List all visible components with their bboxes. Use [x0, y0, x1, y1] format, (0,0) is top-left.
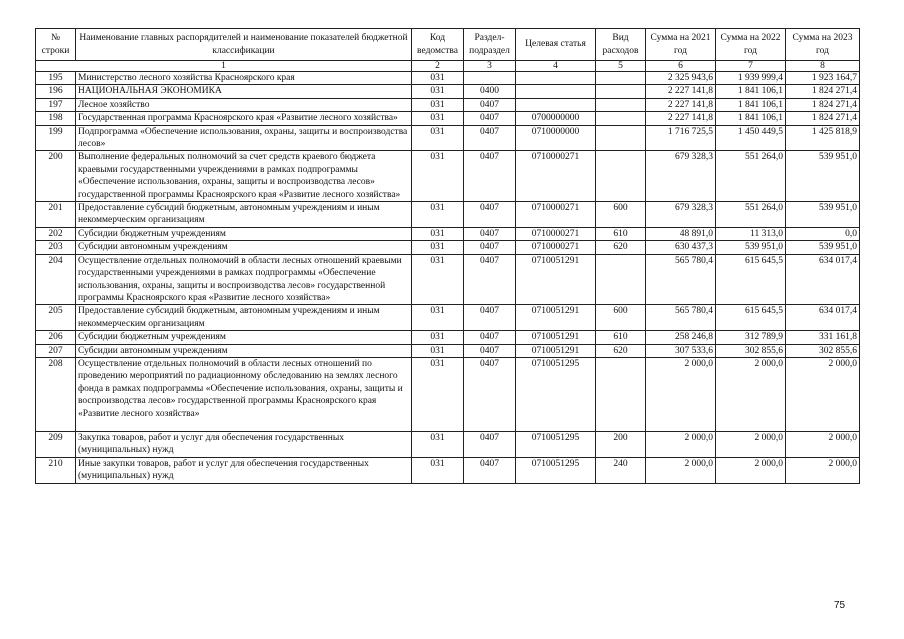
table-row: [36, 357, 860, 431]
row-number: 195: [36, 72, 76, 85]
dept-code: 031: [412, 357, 464, 431]
row-name: Осуществление отдельных полномочий в области лесных отношений по проведению мероприятий по радиационному обследованию на землях лесного фонда в рамках подпрограммы «Обеспечение использования, охраны, защиты и воспроизводства лесов» государственной программы Красноярского края «Развитие лесного хозяйства»: [76, 357, 412, 431]
expense-type: 600: [596, 305, 646, 331]
target-item: 0710051291: [516, 331, 596, 344]
sum-2022: 2 000,0: [716, 357, 786, 431]
target-item: 0710051295: [516, 457, 596, 483]
dept-code: 031: [412, 98, 464, 111]
sum-2022: 11 313,0: [716, 227, 786, 240]
row-name: НАЦИОНАЛЬНАЯ ЭКОНОМИКА: [76, 85, 412, 98]
row-number: 196: [36, 85, 76, 98]
section-code: 0407: [464, 227, 516, 240]
dept-code: 031: [412, 112, 464, 125]
sum-2022: 312 789,9: [716, 331, 786, 344]
dept-code: 031: [412, 331, 464, 344]
expense-type: [596, 254, 646, 305]
section-code: 0407: [464, 98, 516, 111]
row-name: Министерство лесного хозяйства Красноярского края: [76, 72, 412, 85]
table-row: [36, 98, 860, 111]
dept-code: 031: [412, 344, 464, 357]
expense-type: 240: [596, 457, 646, 483]
dept-code: 031: [412, 227, 464, 240]
row-number: 203: [36, 241, 76, 254]
expense-type: [596, 72, 646, 85]
row-name: Субсидии бюджетным учреждениям: [76, 331, 412, 344]
column-number: 8: [786, 61, 860, 72]
column-number: 7: [716, 61, 786, 72]
section-code: 0407: [464, 357, 516, 431]
row-name: Закупка товаров, работ и услуг для обеспечения государственных (муниципальных) нужд: [76, 431, 412, 457]
column-number: 4: [516, 61, 596, 72]
sum-2022: 551 264,0: [716, 151, 786, 202]
target-item: 0710000271: [516, 227, 596, 240]
sum-2021: 258 246,8: [646, 331, 716, 344]
dept-code: 031: [412, 151, 464, 202]
table-row: [36, 125, 860, 151]
row-name: Лесное хозяйство: [76, 98, 412, 111]
row-number: 199: [36, 125, 76, 151]
row-number: 200: [36, 151, 76, 202]
expense-type: [596, 112, 646, 125]
sum-2021: 2 000,0: [646, 431, 716, 457]
target-item: [516, 85, 596, 98]
target-item: [516, 98, 596, 111]
sum-2022: 1 939 999,4: [716, 72, 786, 85]
row-number: 210: [36, 457, 76, 483]
section-code: 0407: [464, 151, 516, 202]
row-number: 204: [36, 254, 76, 305]
sum-2023: 0,0: [786, 227, 860, 240]
section-code: [464, 72, 516, 85]
section-code: 0400: [464, 85, 516, 98]
target-item: [516, 72, 596, 85]
row-number: 209: [36, 431, 76, 457]
dept-code: 031: [412, 241, 464, 254]
table-row: [36, 241, 860, 254]
target-item: 0710000271: [516, 241, 596, 254]
section-code: 0407: [464, 125, 516, 151]
row-name: Предоставление субсидий бюджетным, автономным учреждениям и иным некоммерческим организациям: [76, 305, 412, 331]
table-row: [36, 431, 860, 457]
header-row: [36, 29, 860, 61]
table-row: [36, 331, 860, 344]
header-target-item: Целевая статья: [516, 29, 596, 61]
target-item: 0710000271: [516, 151, 596, 202]
row-number: 208: [36, 357, 76, 431]
dept-code: 031: [412, 254, 464, 305]
header-sum-2022: Сумма на 2022 год: [716, 29, 786, 61]
section-code: 0407: [464, 457, 516, 483]
row-number: 197: [36, 98, 76, 111]
sum-2021: 307 533,6: [646, 344, 716, 357]
expense-type: [596, 98, 646, 111]
sum-2021: 565 780,4: [646, 254, 716, 305]
sum-2021: 679 328,3: [646, 202, 716, 228]
expense-type: 200: [596, 431, 646, 457]
sum-2023: 2 000,0: [786, 431, 860, 457]
sum-2023: 331 161,8: [786, 331, 860, 344]
sum-2022: 2 000,0: [716, 431, 786, 457]
page-number: 75: [834, 600, 846, 611]
sum-2023: 539 951,0: [786, 151, 860, 202]
header-row-number: № строки: [36, 29, 76, 61]
sum-2022: 302 855,6: [716, 344, 786, 357]
sum-2021: 2 227 141,8: [646, 112, 716, 125]
target-item: 0710051295: [516, 357, 596, 431]
sum-2023: 1 824 271,4: [786, 112, 860, 125]
table-row: [36, 202, 860, 228]
section-code: 0407: [464, 112, 516, 125]
sum-2021: 679 328,3: [646, 151, 716, 202]
dept-code: 031: [412, 125, 464, 151]
table-row: [36, 457, 860, 483]
row-number: 205: [36, 305, 76, 331]
table-row: [36, 72, 860, 85]
row-number: 207: [36, 344, 76, 357]
table-row: [36, 151, 860, 202]
row-number: 202: [36, 227, 76, 240]
sum-2023: 1 425 818,9: [786, 125, 860, 151]
sum-2021: 2 227 141,8: [646, 85, 716, 98]
column-number: 2: [412, 61, 464, 72]
sum-2023: 634 017,4: [786, 305, 860, 331]
expense-type: 620: [596, 241, 646, 254]
sum-2023: 539 951,0: [786, 202, 860, 228]
row-name: Государственная программа Красноярского края «Развитие лесного хозяйства»: [76, 112, 412, 125]
sum-2023: 634 017,4: [786, 254, 860, 305]
header-name: Наименование главных распорядителей и наименование показателей бюджетной классификации: [76, 29, 412, 61]
dept-code: 031: [412, 202, 464, 228]
expense-type: [596, 125, 646, 151]
sum-2021: 1 716 725,5: [646, 125, 716, 151]
target-item: 0710051291: [516, 254, 596, 305]
expense-type: [596, 357, 646, 431]
sum-2022: 615 645,5: [716, 254, 786, 305]
table-body: [36, 72, 860, 484]
row-name: Субсидии бюджетным учреждениям: [76, 227, 412, 240]
header-expense-type: Вид расходов: [596, 29, 646, 61]
sum-2022: 539 951,0: [716, 241, 786, 254]
row-name: Осуществление отдельных полномочий в области лесных отношений краевыми государственными учреждениями в рамках подпрограммы «Обеспечение использования, охраны, защиты и воспроизводства лесов» государственной программы Красноярского края «Развитие лесного хозяйства»: [76, 254, 412, 305]
sum-2023: 1 824 271,4: [786, 98, 860, 111]
section-code: 0407: [464, 331, 516, 344]
column-number: 1: [36, 61, 412, 72]
target-item: 0710000271: [516, 202, 596, 228]
row-name: Выполнение федеральных полномочий за счет средств краевого бюджета краевыми государственными учреждениями в рамках подпрограммы «Обеспечение использования, охраны, защиты и воспроизводства лесов» государственной программы Красноярского края «Развитие лесного хозяйства»: [76, 151, 412, 202]
sum-2023: 539 951,0: [786, 241, 860, 254]
sum-2023: 2 000,0: [786, 357, 860, 431]
target-item: 0710000000: [516, 125, 596, 151]
budget-table: [35, 28, 860, 484]
expense-type: 610: [596, 227, 646, 240]
target-item: 0710051291: [516, 344, 596, 357]
row-number: 198: [36, 112, 76, 125]
table-row: [36, 305, 860, 331]
sum-2023: 1 923 164,7: [786, 72, 860, 85]
section-code: 0407: [464, 202, 516, 228]
target-item: 0700000000: [516, 112, 596, 125]
expense-type: 610: [596, 331, 646, 344]
sum-2021: 2 000,0: [646, 357, 716, 431]
dept-code: 031: [412, 457, 464, 483]
table-row: [36, 227, 860, 240]
dept-code: 031: [412, 431, 464, 457]
sum-2022: 1 841 106,1: [716, 98, 786, 111]
sum-2022: 551 264,0: [716, 202, 786, 228]
section-code: 0407: [464, 254, 516, 305]
row-name: Предоставление субсидий бюджетным, автономным учреждениям и иным некоммерческим организациям: [76, 202, 412, 228]
row-number: 201: [36, 202, 76, 228]
sum-2021: 2 000,0: [646, 457, 716, 483]
target-item: 0710051291: [516, 305, 596, 331]
sum-2022: 2 000,0: [716, 457, 786, 483]
sum-2021: 2 325 943,6: [646, 72, 716, 85]
expense-type: 620: [596, 344, 646, 357]
sum-2022: 1 841 106,1: [716, 85, 786, 98]
header-dept-code: Код ведомства: [412, 29, 464, 61]
sum-2022: 1 450 449,5: [716, 125, 786, 151]
section-code: 0407: [464, 241, 516, 254]
header-sum-2023: Сумма на 2023 год: [786, 29, 860, 61]
expense-type: [596, 151, 646, 202]
row-name: Иные закупки товаров, работ и услуг для обеспечения государственных (муниципальных) нужд: [76, 457, 412, 483]
column-number: 6: [646, 61, 716, 72]
row-name: Подпрограмма «Обеспечение использования, охраны, защиты и воспроизводства лесов»: [76, 125, 412, 151]
dept-code: 031: [412, 305, 464, 331]
column-number-row: [36, 61, 860, 72]
table-row: [36, 254, 860, 305]
sum-2021: 565 780,4: [646, 305, 716, 331]
header-section: Раздел-подраздел: [464, 29, 516, 61]
column-number: 3: [464, 61, 516, 72]
column-number: 5: [596, 61, 646, 72]
dept-code: 031: [412, 72, 464, 85]
table-row: [36, 344, 860, 357]
expense-type: 600: [596, 202, 646, 228]
table-row: [36, 85, 860, 98]
sum-2021: 2 227 141,8: [646, 98, 716, 111]
section-code: 0407: [464, 431, 516, 457]
section-code: 0407: [464, 344, 516, 357]
table-row: [36, 112, 860, 125]
section-code: 0407: [464, 305, 516, 331]
sum-2022: 615 645,5: [716, 305, 786, 331]
target-item: 0710051295: [516, 431, 596, 457]
sum-2021: 630 437,3: [646, 241, 716, 254]
row-number: 206: [36, 331, 76, 344]
row-name: Субсидии автономным учреждениям: [76, 344, 412, 357]
dept-code: 031: [412, 85, 464, 98]
row-name: Субсидии автономным учреждениям: [76, 241, 412, 254]
sum-2021: 48 891,0: [646, 227, 716, 240]
sum-2022: 1 841 106,1: [716, 112, 786, 125]
sum-2023: 2 000,0: [786, 457, 860, 483]
header-sum-2021: Сумма на 2021 год: [646, 29, 716, 61]
sum-2023: 302 855,6: [786, 344, 860, 357]
expense-type: [596, 85, 646, 98]
sum-2023: 1 824 271,4: [786, 85, 860, 98]
